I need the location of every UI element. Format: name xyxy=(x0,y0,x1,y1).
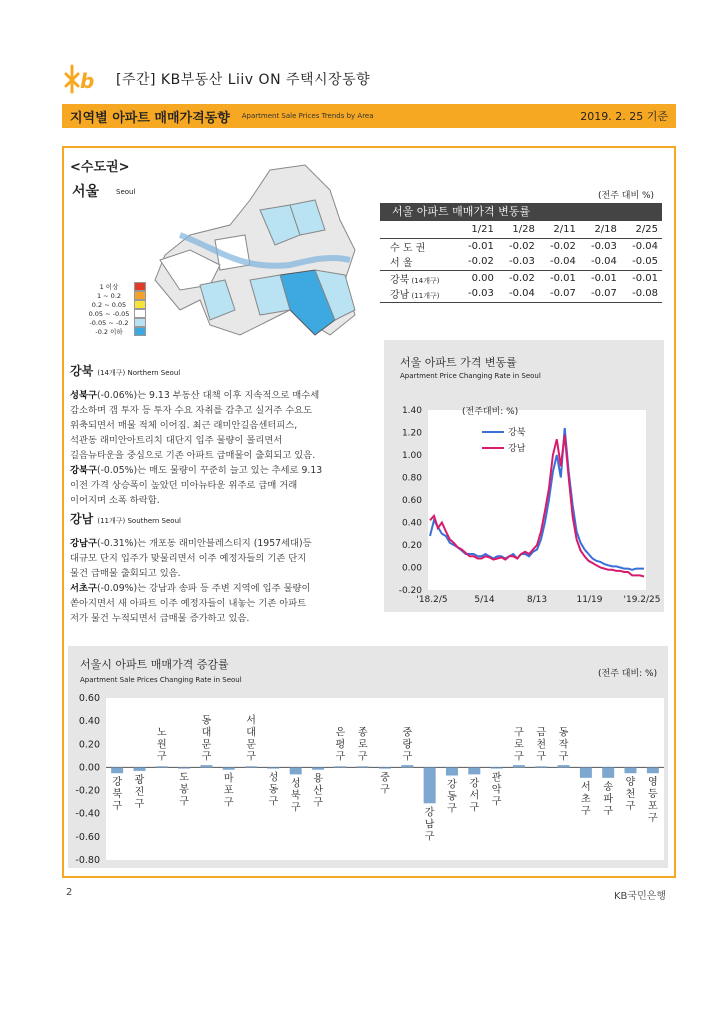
legend-swatch xyxy=(134,291,146,300)
table-cell: -0.07 xyxy=(550,288,576,300)
y-tick-label: -0.40 xyxy=(75,808,100,820)
table-row xyxy=(380,238,662,254)
text-line: 강북구(-0.05%)는 매도 물량이 꾸준히 늘고 있는 추세로 9.13 xyxy=(70,465,323,476)
y-tick-label: 1.40 xyxy=(401,406,422,416)
legend-item xyxy=(84,318,146,327)
category-label: 양 천 구 xyxy=(625,777,636,813)
table-cell: -0.02 xyxy=(509,272,535,284)
category-label: 서 대 문 구 xyxy=(246,715,256,763)
table-row-label: 강남 (11개구) xyxy=(390,290,440,302)
text-line: 대규모 단지 입주가 맞물리면서 이주 예정자들의 기존 단지 xyxy=(70,553,307,564)
legend-label: 0.2 ~ 0.05 xyxy=(91,300,127,309)
bar xyxy=(267,767,279,768)
section-bar xyxy=(62,104,676,128)
south-commentary xyxy=(70,536,380,626)
bar xyxy=(178,767,190,768)
table-row-label: 수 도 권 xyxy=(390,242,426,254)
table-cell: -0.07 xyxy=(591,288,617,300)
category-label: 중 구 xyxy=(380,772,390,796)
category-label: 강 북 구 xyxy=(112,777,122,813)
table-cell: 0.00 xyxy=(471,272,494,284)
bar xyxy=(111,767,123,773)
legend-item xyxy=(84,291,146,300)
text-line: 감소하며 갭 투자 등 투자 수요 자취를 감추고 실거주 수요도 xyxy=(70,405,313,416)
table-cell: -0.04 xyxy=(509,288,535,300)
table-cell: -0.04 xyxy=(550,256,576,268)
table-row xyxy=(380,286,662,302)
south-title: 강남 (11개구) Southern Seoul xyxy=(70,512,181,526)
table-cell: -0.05 xyxy=(632,256,658,268)
change-rate-table xyxy=(380,222,662,303)
table-row-label: 강북 (14개구) xyxy=(390,274,440,286)
table-cell: -0.01 xyxy=(591,272,617,284)
category-label: 마 포 구 xyxy=(223,773,234,809)
footer-brand: KB국민은행 xyxy=(614,891,667,902)
bar xyxy=(647,767,659,773)
y-tick-label: -0.60 xyxy=(75,831,100,843)
x-tick-label: 8/13 xyxy=(526,595,548,605)
y-tick-label: 0.20 xyxy=(78,739,100,751)
text-line: 길음뉴타운을 중심으로 기존 아파트 급매물이 출회되고 있음. xyxy=(70,450,316,461)
bar-chart-subtitle: Apartment Sale Prices Changing Rate in Seoul xyxy=(80,676,242,684)
y-tick-label: 0.80 xyxy=(401,473,422,484)
x-tick-label: '18.2/5 xyxy=(416,595,448,605)
table-row xyxy=(380,254,662,270)
text-line: 석관동 래미안아트리치 대단지 입주 물량이 몰리면서 xyxy=(70,435,283,446)
category-label: 관 악 구 xyxy=(491,772,502,808)
bar xyxy=(312,767,324,769)
x-tick-label: '19.2/25 xyxy=(623,595,661,605)
bar xyxy=(223,767,235,769)
bar xyxy=(200,765,212,767)
table-header-cell: 1/28 xyxy=(512,224,535,236)
table-cell: -0.02 xyxy=(467,256,494,268)
text-line: 성북구(-0.06%)는 9.13 부동산 대책 이후 지속적으로 매수세 xyxy=(70,390,320,401)
legend-swatch xyxy=(134,309,146,318)
category-label: 강 남 구 xyxy=(424,807,435,843)
table-cell: -0.08 xyxy=(632,288,658,300)
kb-logo-icon xyxy=(62,62,110,96)
legend-label: -0.05 ~ -0.2 xyxy=(89,318,129,327)
table-cell: -0.01 xyxy=(467,240,494,252)
bar xyxy=(513,765,525,767)
legend-label: 1 ~ 0.2 xyxy=(96,291,122,300)
table-header-cell: 2/11 xyxy=(553,224,576,236)
north-commentary xyxy=(70,388,380,508)
table-row-label: 서 울 xyxy=(390,258,413,270)
category-label: 강 동 구 xyxy=(447,779,457,815)
table-cell: -0.01 xyxy=(550,272,576,284)
seoul-label: 서울 xyxy=(72,184,100,200)
bar xyxy=(156,766,168,767)
y-tick-label: -0.20 xyxy=(75,785,100,797)
bar xyxy=(245,766,257,767)
table-note: (전주 대비 %) xyxy=(598,191,655,201)
bar xyxy=(334,766,346,767)
y-tick-label: -0.80 xyxy=(75,855,100,866)
y-tick-label: -0.20 xyxy=(398,586,422,596)
legend-item xyxy=(84,300,146,309)
x-tick-label: 11/19 xyxy=(576,595,603,605)
text-line: 저가 물건 누적되면서 급매물 증가하고 있음. xyxy=(70,613,250,624)
line-chart xyxy=(384,390,664,612)
bar-chart-unit: (전주 대비: %) xyxy=(598,669,658,679)
category-label: 도 봉 구 xyxy=(179,772,189,808)
legend-swatch xyxy=(134,318,146,327)
legend-item xyxy=(84,309,146,318)
legend-swatch xyxy=(134,282,146,291)
table-cell: -0.03 xyxy=(509,256,535,268)
category-label: 성 동 구 xyxy=(268,772,279,808)
y-tick-label: 0.60 xyxy=(401,496,422,506)
table-header-cell: 2/25 xyxy=(635,224,658,236)
legend-text-강북: 강북 xyxy=(508,428,526,438)
category-label: 서 초 구 xyxy=(581,781,591,817)
legend-swatch xyxy=(134,327,146,336)
y-tick-label: 0.40 xyxy=(78,716,100,728)
bar xyxy=(558,765,570,767)
category-label: 금 천 구 xyxy=(536,727,547,763)
y-tick-label: 1.20 xyxy=(401,428,422,439)
table-title: 서울 아파트 매매가격 변동률 xyxy=(380,203,662,221)
y-tick-label: 0.00 xyxy=(78,762,100,774)
y-tick-label: 1.00 xyxy=(401,451,422,461)
table-header-cell: 2/18 xyxy=(594,224,617,236)
category-label: 성 북 구 xyxy=(290,778,301,814)
text-line: 이전 가격 상승폭이 높았던 미아뉴타운 위주로 급매 거래 xyxy=(70,480,298,491)
line-chart-unit: (전주대비: %) xyxy=(462,407,519,417)
north-title: 강북 (14개구) Northern Seoul xyxy=(70,364,181,378)
category-label: 구 로 구 xyxy=(514,727,524,763)
bar xyxy=(625,767,637,773)
category-label: 중 랑 구 xyxy=(402,727,413,763)
text-line: 물건 급매물 출회되고 있음. xyxy=(70,568,181,579)
category-label: 광 진 구 xyxy=(134,774,145,810)
table-cell: -0.01 xyxy=(632,272,658,284)
category-label: 은 평 구 xyxy=(335,727,346,763)
plot-area xyxy=(428,410,646,590)
category-label: 송 파 구 xyxy=(603,781,614,817)
bar xyxy=(580,767,592,777)
text-line: 이어지며 소폭 하락함. xyxy=(70,495,160,506)
text-line: 위축되면서 매물 적체 이어짐. 최근 래미안길음센터피스, xyxy=(70,420,298,431)
bar xyxy=(424,767,436,803)
table-header-cell: 1/21 xyxy=(471,224,494,236)
bar-chart xyxy=(68,690,668,868)
text-line: 강남구(-0.31%)는 개포동 래미안블레스티지 (1957세대)등 xyxy=(70,538,312,549)
table-cell: -0.02 xyxy=(550,240,576,252)
table-header-row xyxy=(380,222,662,238)
x-tick-label: 5/14 xyxy=(474,595,495,605)
section-subtitle: Apartment Sale Prices Trends by Area xyxy=(241,112,374,120)
legend-label: 0.05 ~ -0.05 xyxy=(88,309,130,318)
bar xyxy=(468,767,480,774)
bar xyxy=(133,767,145,770)
category-label: 동 대 문 구 xyxy=(201,715,212,763)
table-cell: -0.04 xyxy=(632,240,658,252)
text-line: 쏟아지면서 새 아파트 이주 예정자들이 내놓는 기존 아파트 xyxy=(70,598,307,609)
bar xyxy=(602,767,614,777)
legend-swatch xyxy=(134,300,146,309)
category-label: 동 작 구 xyxy=(558,727,569,763)
bar xyxy=(401,765,413,767)
report-date: 2019. 2. 25 기준 xyxy=(580,110,668,123)
section-title: 지역별 아파트 매매가격동향 xyxy=(70,110,230,126)
bar xyxy=(379,767,391,768)
category-label: 강 서 구 xyxy=(469,778,480,814)
table-row xyxy=(380,270,662,286)
line-chart-title: 서울 아파트 가격 변동률 xyxy=(400,356,517,369)
text-line: 서초구(-0.09%)는 강남과 송파 등 주변 지역에 입주 물량이 xyxy=(70,583,311,594)
page-header xyxy=(62,62,370,96)
legend-label: -0.2 이하 xyxy=(95,328,123,336)
bar-chart-title: 서울시 아파트 매매가격 증감률 xyxy=(80,658,229,671)
legend-item xyxy=(84,327,146,336)
bar xyxy=(535,766,547,767)
report-title: [주간] KB부동산 Liiv ON 주택시장동향 xyxy=(116,72,371,88)
line-chart-subtitle: Apartment Price Changing Rate in Seoul xyxy=(400,372,541,380)
table-cell: -0.04 xyxy=(591,256,617,268)
category-label: 영 등 포 구 xyxy=(648,777,658,825)
category-label: 용 산 구 xyxy=(313,773,323,809)
table-cell: -0.03 xyxy=(591,240,617,252)
bar xyxy=(446,767,458,775)
legend-item xyxy=(84,282,146,291)
bar xyxy=(290,767,302,774)
map-legend xyxy=(84,282,146,336)
seoul-en-label: Seoul xyxy=(116,188,136,196)
bar xyxy=(357,766,369,767)
table-cell: -0.02 xyxy=(509,240,535,252)
y-tick-label: 0.20 xyxy=(401,541,422,551)
region-label: <수도권> xyxy=(70,160,130,175)
y-tick-label: 0.60 xyxy=(78,693,100,704)
table-cell: -0.03 xyxy=(467,288,494,300)
page-number: 2 xyxy=(66,887,73,898)
y-tick-label: 0.00 xyxy=(401,563,422,574)
legend-label: 1 이상 xyxy=(99,283,119,291)
y-tick-label: 0.40 xyxy=(401,518,422,529)
category-label: 노 원 구 xyxy=(156,727,167,763)
svg-text:b: b xyxy=(80,69,95,93)
legend-text-강남: 강남 xyxy=(508,444,526,454)
seoul-district-map xyxy=(140,160,370,350)
bar xyxy=(491,767,503,768)
category-label: 종 로 구 xyxy=(357,727,368,763)
